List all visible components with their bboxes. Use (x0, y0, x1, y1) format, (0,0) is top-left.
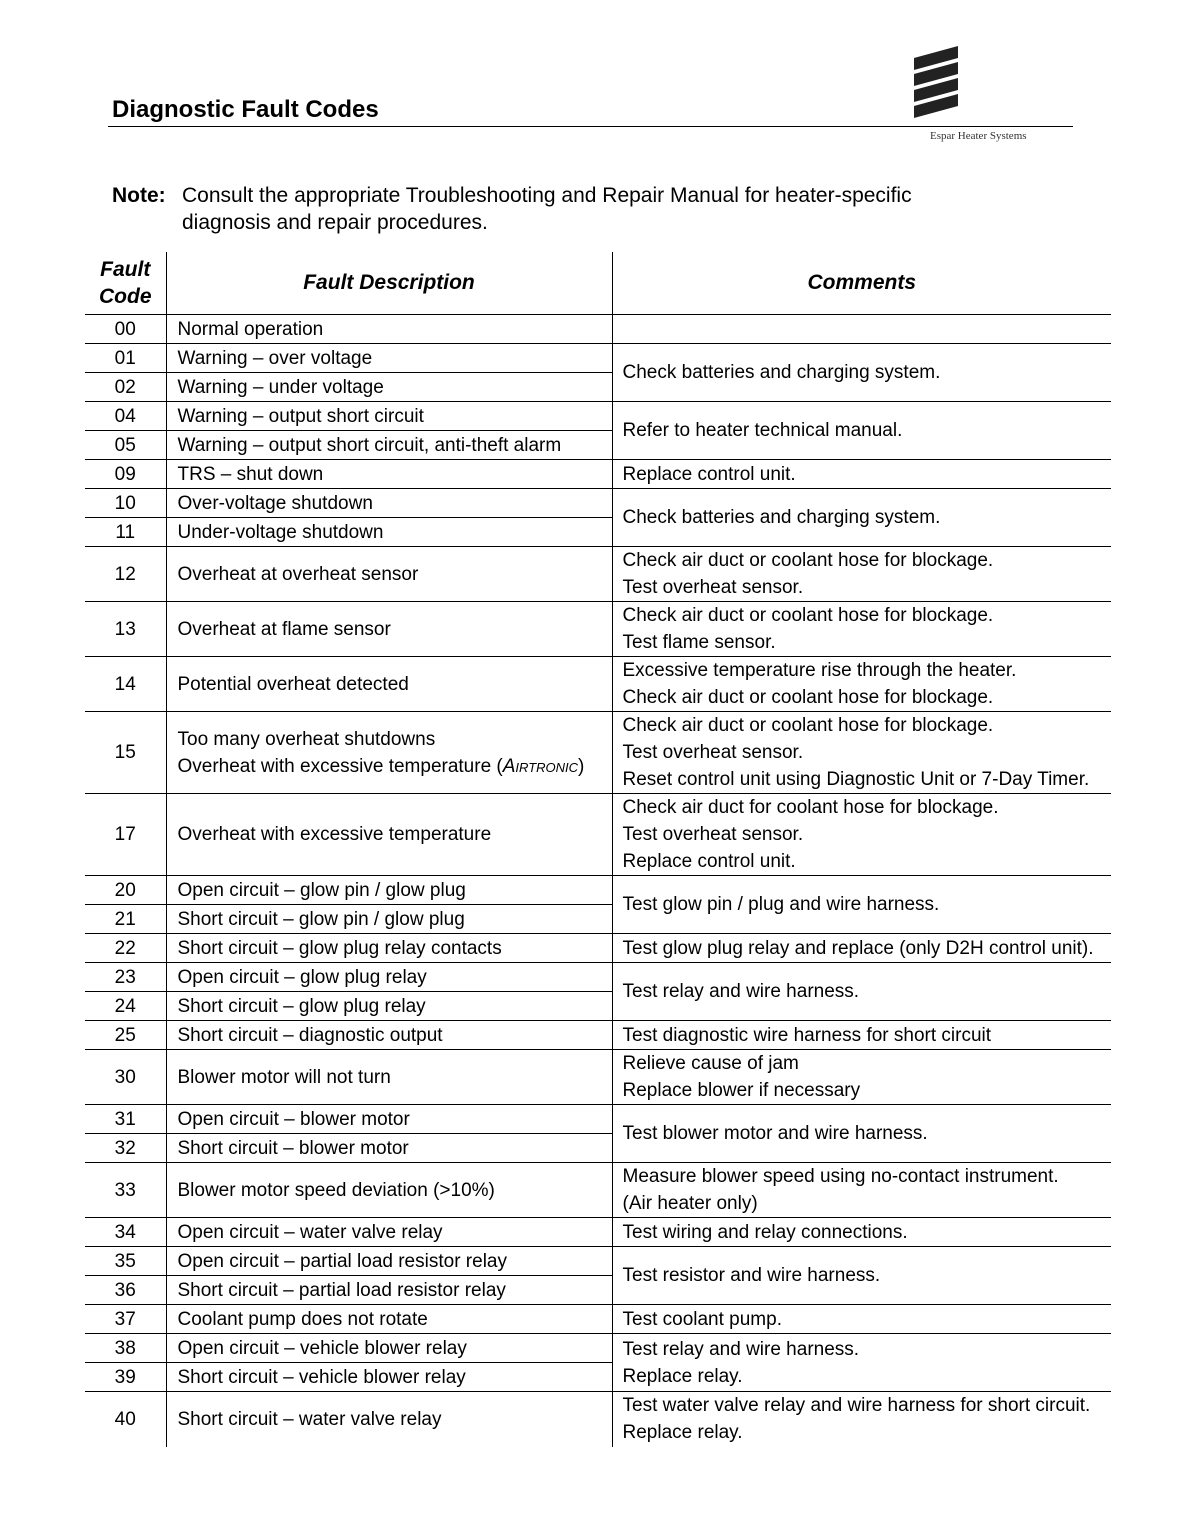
description-text: Overheat with excessive temperature ( (177, 755, 503, 777)
fault-code: 15 (85, 712, 166, 794)
fault-code-table (85, 252, 1111, 1447)
fault-code: 01 (85, 344, 166, 373)
fault-code: 17 (85, 794, 166, 876)
comment-line: Test coolant pump. (622, 1308, 782, 1330)
fault-code: 35 (85, 1247, 166, 1276)
comment-line: Test diagnostic wire harness for short circuit (622, 1024, 992, 1046)
fault-comments (612, 1021, 1111, 1050)
table-row (85, 934, 1111, 963)
fault-description: Over-voltage shutdown (166, 489, 612, 518)
comment-line: Test water valve relay and wire harness for short circuit. (622, 1395, 1091, 1417)
fault-description: Open circuit – blower motor (166, 1105, 612, 1134)
table-row (85, 712, 1111, 794)
fault-code: 37 (85, 1305, 166, 1334)
fault-description-line: Too many overheat shutdowns (177, 728, 436, 750)
note-text-line: Consult the appropriate Troubleshooting and Repair Manual for heater-specific (182, 184, 912, 207)
fault-code: 34 (85, 1218, 166, 1247)
table-row (85, 1247, 1111, 1276)
comment-line: Replace blower if necessary (622, 1080, 861, 1101)
fault-comments (612, 1163, 1111, 1218)
comment-line: Test overheat sensor. (622, 742, 804, 763)
fault-code: 32 (85, 1134, 166, 1163)
fault-comments (612, 547, 1111, 602)
fault-code: 20 (85, 876, 166, 905)
fault-description (166, 712, 612, 794)
comment-line: Check air duct or coolant hose for blockage. (622, 605, 994, 626)
description-text: ) (578, 755, 585, 777)
table-body (85, 315, 1111, 1447)
note-text-line: diagnosis and repair procedures. (182, 211, 488, 234)
fault-comments (612, 1218, 1111, 1247)
fault-description: Potential overheat detected (166, 657, 612, 712)
fault-description: Blower motor speed deviation (>10%) (166, 1163, 612, 1218)
fault-code: 33 (85, 1163, 166, 1218)
comment-line: Test flame sensor. (622, 632, 776, 653)
comment-line: Test overheat sensor. (622, 824, 804, 845)
fault-comments (612, 963, 1111, 1021)
fault-code: 04 (85, 402, 166, 431)
comment-line: Check air duct or coolant hose for blockage. (622, 550, 994, 571)
fault-comments (612, 315, 1111, 344)
comment-line: Test overheat sensor. (622, 577, 804, 598)
fault-description: Short circuit – water valve relay (166, 1392, 612, 1447)
fault-description: Open circuit – glow pin / glow plug (166, 876, 612, 905)
fault-comments (612, 402, 1111, 460)
fault-code: 40 (85, 1392, 166, 1447)
fault-description: Open circuit – partial load resistor relay (166, 1247, 612, 1276)
comment-line: Replace relay. (622, 1365, 743, 1387)
fault-description: Short circuit – diagnostic output (166, 1021, 612, 1050)
comment-line: Test glow plug relay and replace (only D2H control unit). (622, 937, 1094, 959)
fault-description: Overheat with excessive temperature (166, 794, 612, 876)
comment-line: Test relay and wire harness. (622, 981, 860, 1002)
fault-comments (612, 1392, 1111, 1447)
fault-comments (612, 1247, 1111, 1305)
table-header-row (85, 252, 1111, 315)
fault-comments (612, 1305, 1111, 1334)
comment-line: (Air heater only) (622, 1193, 758, 1214)
comment-line: Test relay and wire harness. (622, 1338, 860, 1360)
table-row (85, 876, 1111, 905)
table-row (85, 460, 1111, 489)
comment-line: Excessive temperature rise through the heater. (622, 660, 1017, 681)
fault-comments (612, 344, 1111, 402)
fault-code: 05 (85, 431, 166, 460)
fault-description: Overheat at flame sensor (166, 602, 612, 657)
fault-description: Open circuit – vehicle blower relay (166, 1334, 612, 1363)
comment-line: Refer to heater technical manual. (622, 420, 903, 441)
fault-description: Short circuit – partial load resistor relay (166, 1276, 612, 1305)
table-row (85, 1334, 1111, 1363)
fault-description: Overheat at overheat sensor (166, 547, 612, 602)
comment-line: Replace control unit. (622, 463, 796, 485)
comment-line: Check batteries and charging system. (622, 507, 941, 528)
header-fault-code-line: Code (99, 285, 152, 308)
fault-description: Warning – over voltage (166, 344, 612, 373)
comment-line: Test resistor and wire harness. (622, 1265, 881, 1286)
fault-code: 24 (85, 992, 166, 1021)
logo-caption: Espar Heater Systems (930, 130, 1027, 142)
note-label: Note: (112, 184, 166, 207)
fault-description: Warning – output short circuit (166, 402, 612, 431)
table-row (85, 547, 1111, 602)
comment-line: Measure blower speed using no-contact instrument. (622, 1166, 1059, 1187)
table-row (85, 963, 1111, 992)
fault-comments (612, 934, 1111, 963)
comment-line: Check air duct or coolant hose for blockage. (622, 687, 994, 708)
fault-comments (612, 657, 1111, 712)
fault-code: 02 (85, 373, 166, 402)
comment-line: Check air duct for coolant hose for blockage. (622, 797, 999, 818)
fault-code: 14 (85, 657, 166, 712)
fault-comments (612, 876, 1111, 934)
table-row (85, 602, 1111, 657)
fault-code: 22 (85, 934, 166, 963)
comment-line: Check batteries and charging system. (622, 362, 941, 383)
fault-code: 10 (85, 489, 166, 518)
fault-comments (612, 712, 1111, 794)
fault-code: 30 (85, 1050, 166, 1105)
fault-description: Open circuit – glow plug relay (166, 963, 612, 992)
comment-line: Test glow pin / plug and wire harness. (622, 894, 940, 915)
fault-comments (612, 1050, 1111, 1105)
fault-code: 21 (85, 905, 166, 934)
header-fault-code (85, 252, 166, 315)
fault-comments (612, 460, 1111, 489)
comment-line: Check air duct or coolant hose for blockage. (622, 715, 994, 736)
table-row (85, 489, 1111, 518)
brand-name: Airtronic (502, 755, 579, 777)
fault-description: Short circuit – glow pin / glow plug (166, 905, 612, 934)
table-row (85, 1392, 1111, 1447)
table-row (85, 1218, 1111, 1247)
fault-comments (612, 1334, 1111, 1392)
fault-code: 12 (85, 547, 166, 602)
header-comments: Comments (612, 252, 1111, 315)
fault-comments (612, 489, 1111, 547)
table-row (85, 1163, 1111, 1218)
comment-line: Replace relay. (622, 1422, 743, 1444)
fault-description: Warning – under voltage (166, 373, 612, 402)
fault-description: Warning – output short circuit, anti-theft alarm (166, 431, 612, 460)
fault-comments (612, 602, 1111, 657)
fault-code: 39 (85, 1363, 166, 1392)
comment-line: Reset control unit using Diagnostic Unit or 7-Day Timer. (622, 769, 1090, 790)
comment-line: Test blower motor and wire harness. (622, 1123, 928, 1144)
fault-code: 38 (85, 1334, 166, 1363)
fault-code: 36 (85, 1276, 166, 1305)
table-row (85, 794, 1111, 876)
comment-line: Relieve cause of jam (622, 1053, 799, 1074)
table-row (85, 657, 1111, 712)
fault-code: 11 (85, 518, 166, 547)
fault-code: 25 (85, 1021, 166, 1050)
table-row (85, 1021, 1111, 1050)
table-row (85, 1305, 1111, 1334)
fault-description: Normal operation (166, 315, 612, 344)
fault-code: 00 (85, 315, 166, 344)
fault-comments (612, 794, 1111, 876)
comment-line: Replace control unit. (622, 851, 796, 872)
fault-description: Under-voltage shutdown (166, 518, 612, 547)
fault-description: Open circuit – water valve relay (166, 1218, 612, 1247)
fault-description: Short circuit – glow plug relay contacts (166, 934, 612, 963)
header-fault-description: Fault Description (166, 252, 612, 315)
fault-description: TRS – shut down (166, 460, 612, 489)
table-row (85, 1050, 1111, 1105)
table-row (85, 1105, 1111, 1134)
fault-description-line (178, 753, 612, 780)
page-title: Diagnostic Fault Codes (112, 96, 379, 123)
fault-description: Coolant pump does not rotate (166, 1305, 612, 1334)
fault-description: Short circuit – vehicle blower relay (166, 1363, 612, 1392)
fault-comments (612, 1105, 1111, 1163)
fault-description: Short circuit – blower motor (166, 1134, 612, 1163)
note-text (182, 182, 1072, 236)
fault-code: 09 (85, 460, 166, 489)
fault-code: 31 (85, 1105, 166, 1134)
table-row (85, 315, 1111, 344)
comment-line: Test wiring and relay connections. (622, 1221, 908, 1243)
note (112, 182, 1072, 236)
table-row (85, 344, 1111, 373)
header-fault-code-line: Fault (100, 258, 151, 281)
table-row (85, 402, 1111, 431)
fault-description: Short circuit – glow plug relay (166, 992, 612, 1021)
fault-code: 13 (85, 602, 166, 657)
fault-code: 23 (85, 963, 166, 992)
fault-description: Blower motor will not turn (166, 1050, 612, 1105)
